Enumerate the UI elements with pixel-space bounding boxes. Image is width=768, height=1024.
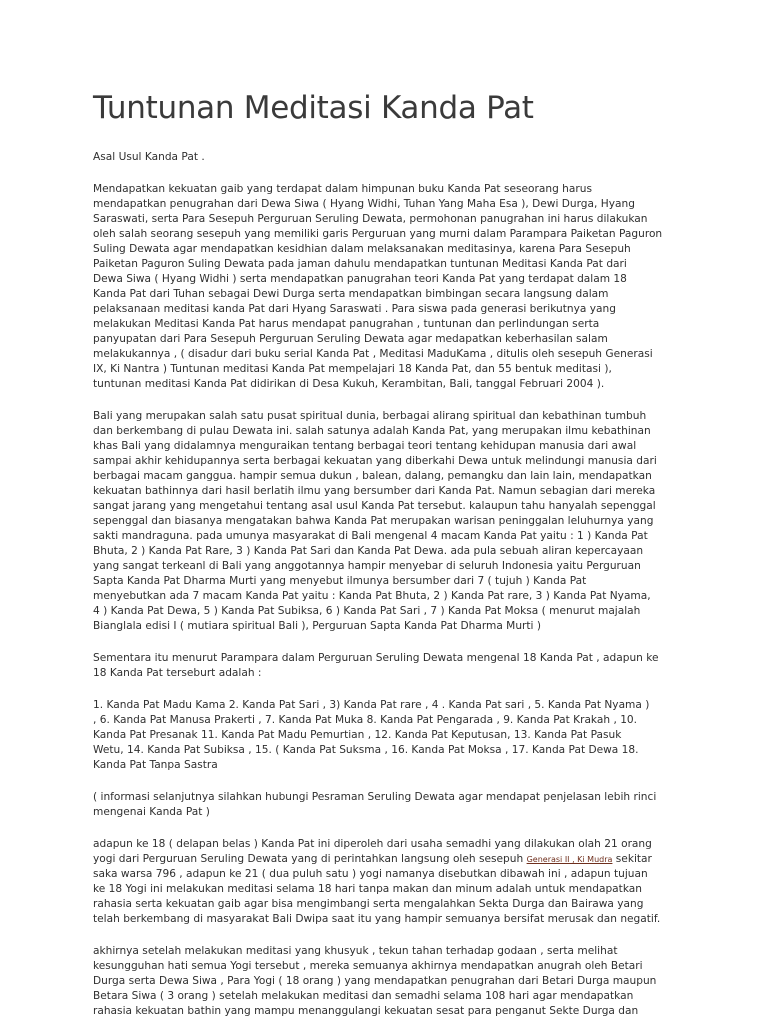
paragraph-origin	[93, 182, 683, 392]
link-line-suffix: sekitar	[612, 853, 652, 865]
text-line: Kanda Pat dari Tuhan sebagai Dewi Durga serta mendapatkan bimbingan secara langsung dalam	[93, 288, 609, 300]
text-line: IX, Ki Nantra ) Tuntunan meditasi Kanda Pat mempelajari 18 Kanda Pat, dan 55 bentuk meditasi ),	[93, 363, 612, 375]
text-line: Bhuta, 2 ) Kanda Pat Rare, 3 ) Kanda Pat Sari dan Kanda Pat Dewa. ada pula sebuah aliran kepercayaan	[93, 545, 644, 557]
text-line: melakukan Meditasi Kanda Pat harus mendapat panugrahan , tuntunan dan perlindungan serta	[93, 318, 600, 330]
text-line: khas Bali yang didalamnya menguraikan tentang berbagai teori tentang kehidupan manusia dari awal	[93, 440, 637, 452]
text-line: panyupatan dari Para Sesepuh Perguruan Seruling Dewata agar medapatkan keberhasilan salam	[93, 333, 608, 345]
paragraph-kanda-list	[93, 698, 683, 773]
text-line: Suling Dewata agar mendapatkan kesidhian dalam melaksanakan meditasinya, karena Para Sesepuh	[93, 243, 631, 255]
text-line: sakti mandraguna. pada umunya masyarakat di Bali mengenal 4 macam Kanda Pat yaitu : 1 ) Kanda Pat	[93, 530, 648, 542]
text-line: mendapatkan penugrahan dari Dewa Siwa ( Hyang Widhi, Tuhan Yang Maha Esa ), Dewi Durga, Hyang	[93, 198, 635, 210]
article-body	[93, 90, 683, 1024]
paragraph-conclusion	[93, 944, 683, 1019]
text-line: tuntunan meditasi Kanda Pat didirikan di Desa Kukuh, Kerambitan, Bali, tanggal Februari 2004 ).	[93, 378, 605, 390]
text-line: adapun ke 18 ( delapan belas ) Kanda Pat ini diperoleh dari usaha semadhi yang dilakukan olah 21 orang	[93, 838, 652, 850]
text-line: ke 18 Yogi ini melakukan meditasi selama 18 hari tanpa makan dan minum adalah untuk mendapatkan	[93, 883, 642, 895]
text-line: 1. Kanda Pat Madu Kama 2. Kanda Pat Sari , 3) Kanda Pat rare , 4 . Kanda Pat sari , 5. Kanda Pat Nyama )	[93, 699, 650, 711]
text-line: Asal Usul Kanda Pat .	[93, 151, 205, 163]
text-line: telah berkembang di masyarakat Bali Dwipa saat itu yang hampir semuanya bersifat merusak dan negatif.	[93, 913, 661, 925]
text-line: pelaksanaan meditasi kanda Pat dari Hyang Saraswati . Para siswa pada generasi berikutnya yang	[93, 303, 616, 315]
paragraph-info	[93, 790, 683, 820]
text-line: , 6. Kanda Pat Manusa Prakerti , 7. Kanda Pat Muka 8. Kanda Pat Pengarada , 9. Kanda Pat Krakah , 10.	[93, 714, 638, 726]
text-line: kesungguhan hati semua Yogi tersebut , mereka semuanya akhirnya mendapatkan anugrah oleh Betari	[93, 960, 643, 972]
text-line: kekuatan bathinnya dari hasil berlatih ilmu yang bersumber dari Kanda Pat. Namun sebagian dari mereka	[93, 485, 656, 497]
text-line-with-link	[93, 852, 683, 867]
text-line: Paiketan Paguron Suling Dewata pada jaman dahulu mendapatkan tuntunan Meditasi Kanda Pat dari	[93, 258, 627, 270]
text-line: akhirnya setelah melakukan meditasi yang khusyuk , tekun tahan terhadap godaan , serta melihat	[93, 945, 618, 957]
text-line: rahasia serta kekuatan gaib agar bisa mengimbangi serta mengalahkan Sekta Durga dan Bairawa yang	[93, 898, 644, 910]
text-line: 18 Kanda Pat terseburt adalah :	[93, 667, 262, 679]
text-line: saka warsa 796 , adapun ke 21 ( dua puluh satu ) yogi namanya disebutkan dibawah ini , adapun tujuan	[93, 868, 648, 880]
text-line: yang sangat terkeanl di Bali yang anggotannya hampir menyebar di seluruh Indonesia yaitu Perguruan	[93, 560, 641, 572]
paragraph-parampara	[93, 651, 683, 681]
text-line: Kanda Pat Tanpa Sastra	[93, 759, 218, 771]
text-line: Betara Siwa ( 3 orang ) setelah melakukan meditasi dan semadhi selama 108 hari agar mendapatkan	[93, 990, 634, 1002]
text-line: Kanda Pat Presanak 11. Kanda Pat Madu Pemurtian , 12. Kanda Pat Keputusan, 13. Kanda Pat Pasuk	[93, 729, 622, 741]
text-line: Dewa Siwa ( Hyang Widhi ) serta mendapatkan panugrahan teori Kanda Pat yang terdapat dalam 18	[93, 273, 627, 285]
text-line: Wetu, 14. Kanda Pat Subiksa , 15. ( Kanda Pat Suksma , 16. Kanda Pat Moksa , 17. Kanda Pat Dewa 18.	[93, 744, 639, 756]
text-line: Durga serta Dewa Siwa , Para Yogi ( 18 orang ) yang mendapatkan penugrahan dari Betari Durga maupun	[93, 975, 657, 987]
text-line: sangat jarang yang mengetahui tentang asal usul Kanda Pat tersebut. kalaupun tahu hanyalah sepenggal	[93, 500, 656, 512]
paragraph-intro	[93, 150, 683, 165]
text-line: dan berkembang di pulau Dewata ini. salah satunya adalah Kanda Pat, yang merupakan ilmu kebathinan	[93, 425, 651, 437]
generasi-link[interactable]: Generasi II , Ki Mudra	[526, 855, 613, 864]
text-line: ( informasi selanjutnya silahkan hubungi Pesraman Seruling Dewata agar mendapat penjelasan lebih rinci	[93, 791, 657, 803]
text-line: menyebutkan ada 7 macam Kanda Pat yaitu : Kanda Pat Bhuta, 2 ) Kanda Pat rare, 3 ) Kanda Pat Nyama,	[93, 590, 651, 602]
text-line: rahasia kekuatan bathin yang mampu menanggulangi kekuatan sesat para penganut Sekte Durga dan	[93, 1005, 639, 1017]
article-title: Tuntunan Meditasi Kanda Pat	[93, 90, 534, 126]
text-line: 4 ) Kanda Pat Dewa, 5 ) Kanda Pat Subiksa, 6 ) Kanda Pat Sari , 7 ) Kanda Pat Moksa ( menurut majalah	[93, 605, 641, 617]
text-line: oleh salah seorang sesepuh yang memiliki garis Perguruan yang murni dalam Parampara Paiketan Paguron	[93, 228, 663, 240]
text-line: Sementara itu menurut Parampara dalam Perguruan Seruling Dewata mengenal 18 Kanda Pat , adapun ke	[93, 652, 659, 664]
text-line: Bali yang merupakan salah satu pusat spiritual dunia, berbagai alirang spiritual dan kebathinan tumbuh	[93, 410, 647, 422]
text-line: Bianglala edisi I ( mutiara spiritual Bali ), Perguruan Sapta Kanda Pat Dharma Murti )	[93, 620, 541, 632]
text-line: melakukannya , ( disadur dari buku serial Kanda Pat , Meditasi MaduKama , ditulis oleh sesepuh Generasi	[93, 348, 653, 360]
text-line: sampai akhir kehidupannya serta berbagai kekuatan yang diberkahi Dewa untuk melindungi manusia dari	[93, 455, 657, 467]
text-line: Sapta Kanda Pat Dharma Murti yang menyebut ilmunya bersumber dari 7 ( tujuh ) Kanda Pat	[93, 575, 587, 587]
text-line: Saraswati, serta Para Sesepuh Perguruan Seruling Dewata, permohonan panugrahan ini harus dilakukan	[93, 213, 648, 225]
paragraph-yogi	[93, 837, 683, 927]
link-line-prefix: yogi dari Perguruan Seruling Dewata yang di perintahkan langsung oleh sesepuh	[93, 853, 527, 865]
text-line: mengenai Kanda Pat )	[93, 806, 210, 818]
text-line: sepenggal dan biasanya mengatakan bahwa Kanda Pat merupakan warisan peninggalan leluhurnya yang	[93, 515, 654, 527]
text-line: berbagai macam ganggua. hampir semua dukun , balean, dalang, pemangku dan lain lain, mendapatkan	[93, 470, 652, 482]
paragraph-bali	[93, 409, 683, 634]
text-line: Mendapatkan kekuatan gaib yang terdapat dalam himpunan buku Kanda Pat seseorang harus	[93, 183, 592, 195]
